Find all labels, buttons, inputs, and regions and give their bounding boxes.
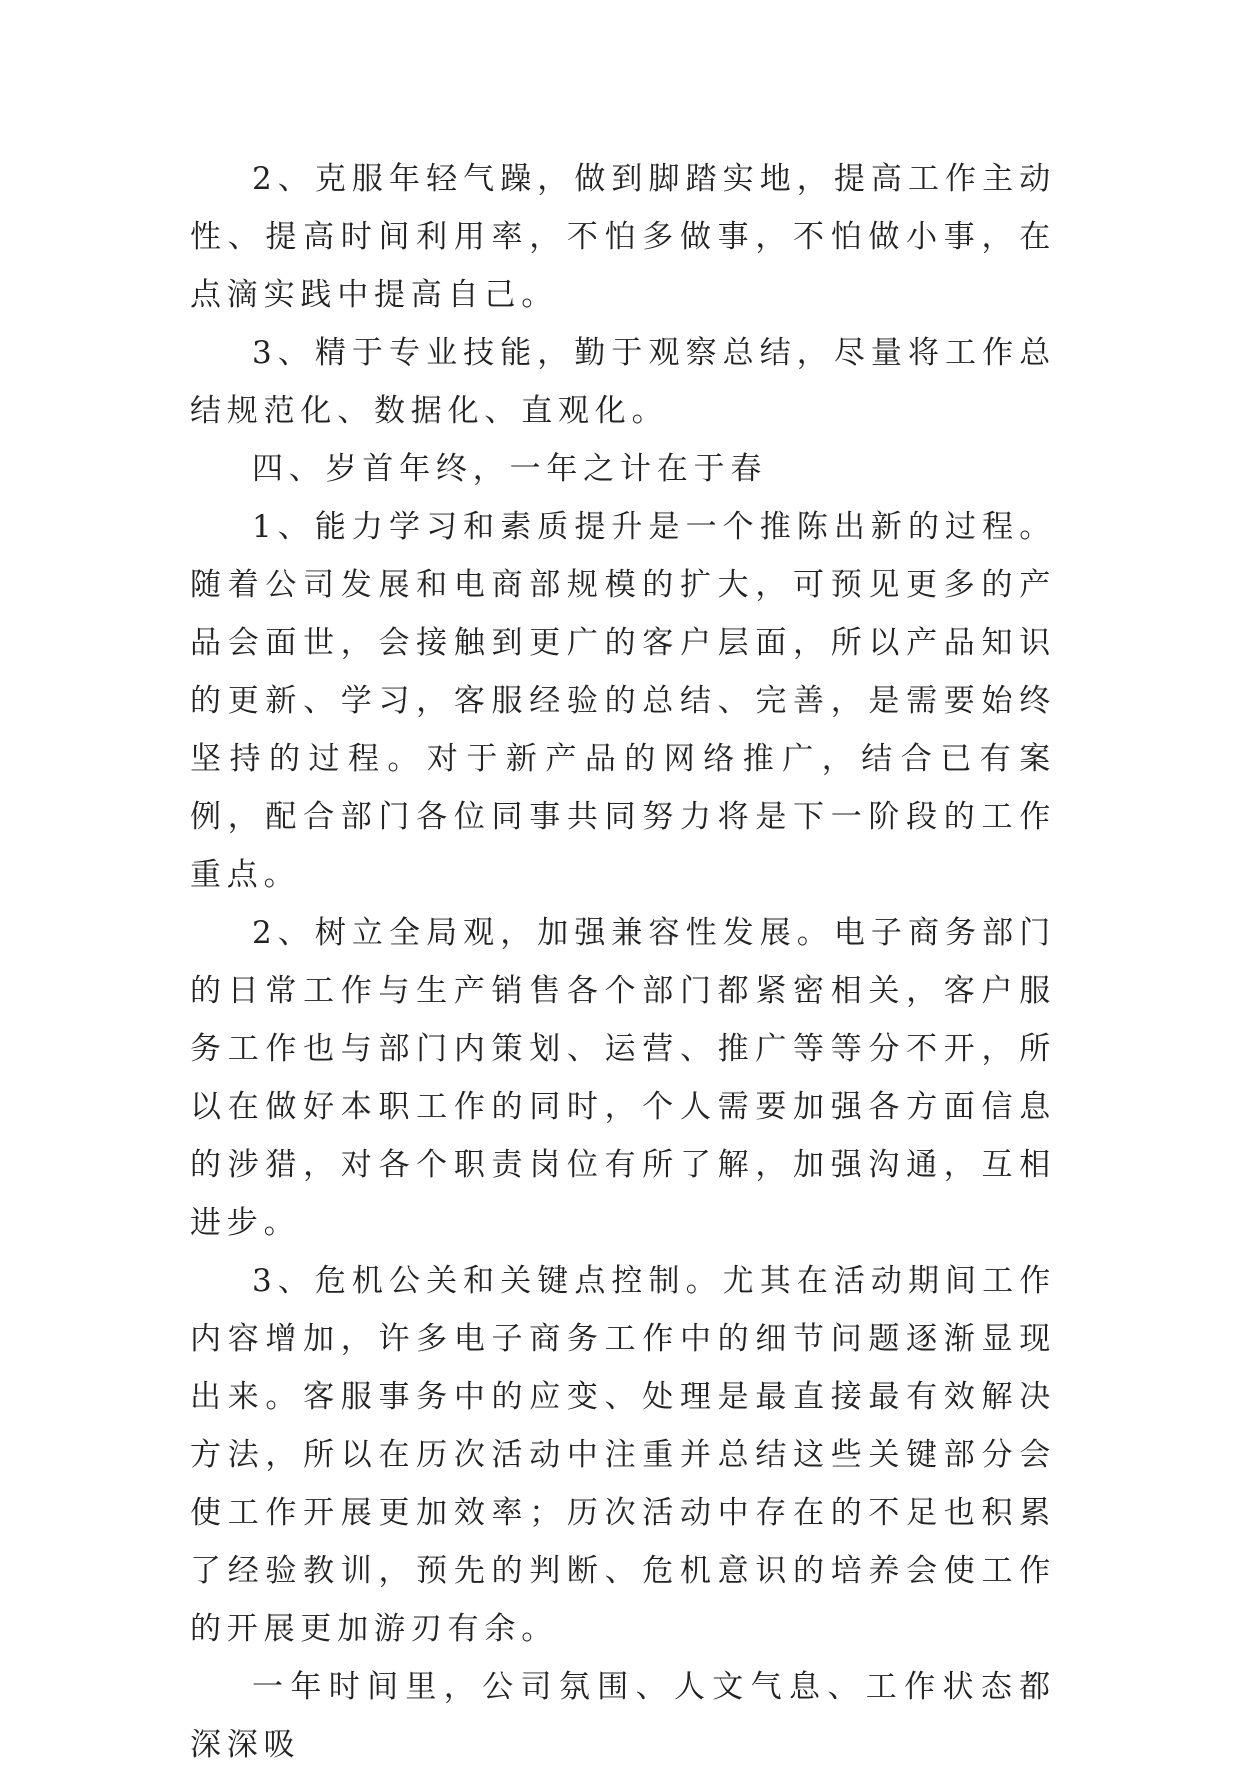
document-body xyxy=(190,150,1056,1774)
paragraph-item-2-overcome-impetuosity: 2、克服年轻气躁，做到脚踏实地，提高工作主动性、提高时间利用率，不怕多做事，不怕做小事，在点滴实践中提高自己。 xyxy=(190,161,1056,313)
paragraph-item-1-learning: 1、能力学习和素质提升是一个推陈出新的过程。随着公司发展和电商部规模的扩大，可预见更多的产品会面世，会接触到更广的客户层面，所以产品知识的更新、学习，客服经验的总结、完善，是需要始终坚持的过程。对于新产品的网络推广，结合已有案例，配合部门各位同事共同努力将是下一阶段的工作重点。 xyxy=(190,509,1056,893)
paragraph-item-2-global-view: 2、树立全局观，加强兼容性发展。电子商务部门的日常工作与生产销售各个部门都紧密相关，客户服务工作也与部门内策划、运营、推广等等分不开，所以在做好本职工作的同时，个人需要加强各方面信息的涉猎，对各个职责岗位有所了解，加强沟通，互相进步。 xyxy=(190,915,1056,1241)
paragraph-closing: 一年时间里，公司氛围、人文气息、工作状态都深深吸 xyxy=(190,1669,1056,1763)
paragraph-item-3-crisis-management: 3、危机公关和关键点控制。尤其在活动期间工作内容增加，许多电子商务工作中的细节问题逐渐显现出来。客服事务中的应变、处理是最直接最有效解决方法，所以在历次活动中注重并总结这些关键部分会使工作开展更加效率；历次活动中存在的不足也积累了经验教训，预先的判断、危机意识的培养会使工作的开展更加游刃有余。 xyxy=(190,1263,1056,1647)
paragraph-item-3-professional-skills: 3、精于专业技能，勤于观察总结，尽量将工作总结规范化、数据化、直观化。 xyxy=(190,335,1056,429)
section-heading-four: 四、岁首年终，一年之计在于春 xyxy=(252,451,768,487)
